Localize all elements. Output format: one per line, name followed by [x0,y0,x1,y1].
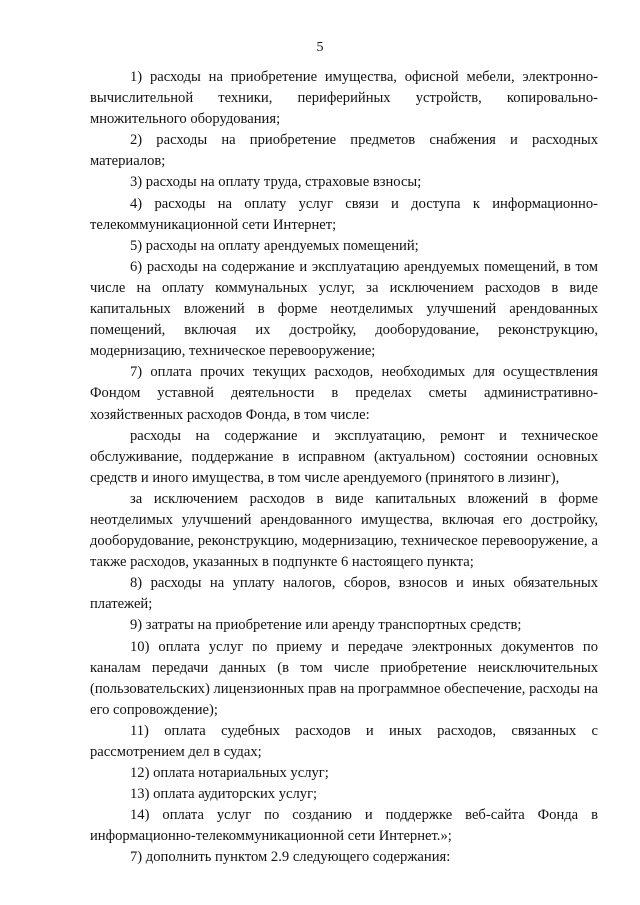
paragraph-item-13: 13) оплата аудиторских услуг; [130,786,318,803]
paragraph-subitem-exclusion: за исключением расходов в виде капитальных вложений в форме неотделимых улучшений арендованного имущества, включая его достройку, дооборудование, реконструкцию, модернизацию, техническое перевооружение, а также расходов, указанных в подпункте 6 настоящего пункта; [90,490,598,571]
paragraph-item-2: 2) расходы на приобретение предметов снабжения и расходных материалов; [90,132,598,170]
paragraph-item-14: 14) оплата услуг по созданию и поддержке веб-сайта Фонда в информационно-телекоммуникационной сети Интернет.»; [90,807,598,845]
paragraph-item-3: 3) расходы на оплату труда, страховые взносы; [130,174,422,191]
document-body [90,67,598,869]
paragraph-item-1: 1) расходы на приобретение имущества, офисной мебели, электронно-вычислительной техники, периферийных устройств, копировально-множительного оборудования; [90,69,598,128]
paragraph-subitem-maintenance: расходы на содержание и эксплуатацию, ремонт и техническое обслуживание, поддержание в исправном (актуальном) состоянии основных средств и иного имущества, в том числе арендуемого (принятого в лизинг), [90,427,598,486]
paragraph-item-5: 5) расходы на оплату арендуемых помещений; [130,237,419,254]
paragraph-item-4: 4) расходы на оплату услуг связи и доступа к информационно-телекоммуникационной сети Интернет; [90,195,598,233]
page-number: 5 [316,40,324,55]
paragraph-item-7: 7) оплата прочих текущих расходов, необходимых для осуществления Фондом уставной деятельности в пределах сметы административно-хозяйственных расходов Фонда, в том числе: [90,364,598,423]
paragraph-item-9: 9) затраты на приобретение или аренду транспортных средств; [130,617,522,634]
paragraph-item-8: 8) расходы на уплату налогов, сборов, взносов и иных обязательных платежей; [90,575,598,613]
paragraph-item-6: 6) расходы на содержание и эксплуатацию арендуемых помещений, в том числе на оплату коммунальных услуг, за исключением расходов в виде капитальных вложений в форме неотделимых улучшений арендованных помещений, включая их достройку, дооборудование, реконструкцию, модернизацию, техническое перевооружение; [90,258,598,360]
paragraph-amendment-7: 7) дополнить пунктом 2.9 следующего содержания: [130,849,451,866]
paragraph-item-12: 12) оплата нотариальных услуг; [130,765,329,782]
paragraph-item-10: 10) оплата услуг по приему и передаче электронных документов по каналам передачи данных (в том числе приобретение неисключительных (пользовательских) лицензионных прав на программное обеспечение, расходы на его сопровождение); [90,638,598,718]
paragraph-item-11: 11) оплата судебных расходов и иных расходов, связанных с рассмотрением дел в судах; [90,722,598,760]
